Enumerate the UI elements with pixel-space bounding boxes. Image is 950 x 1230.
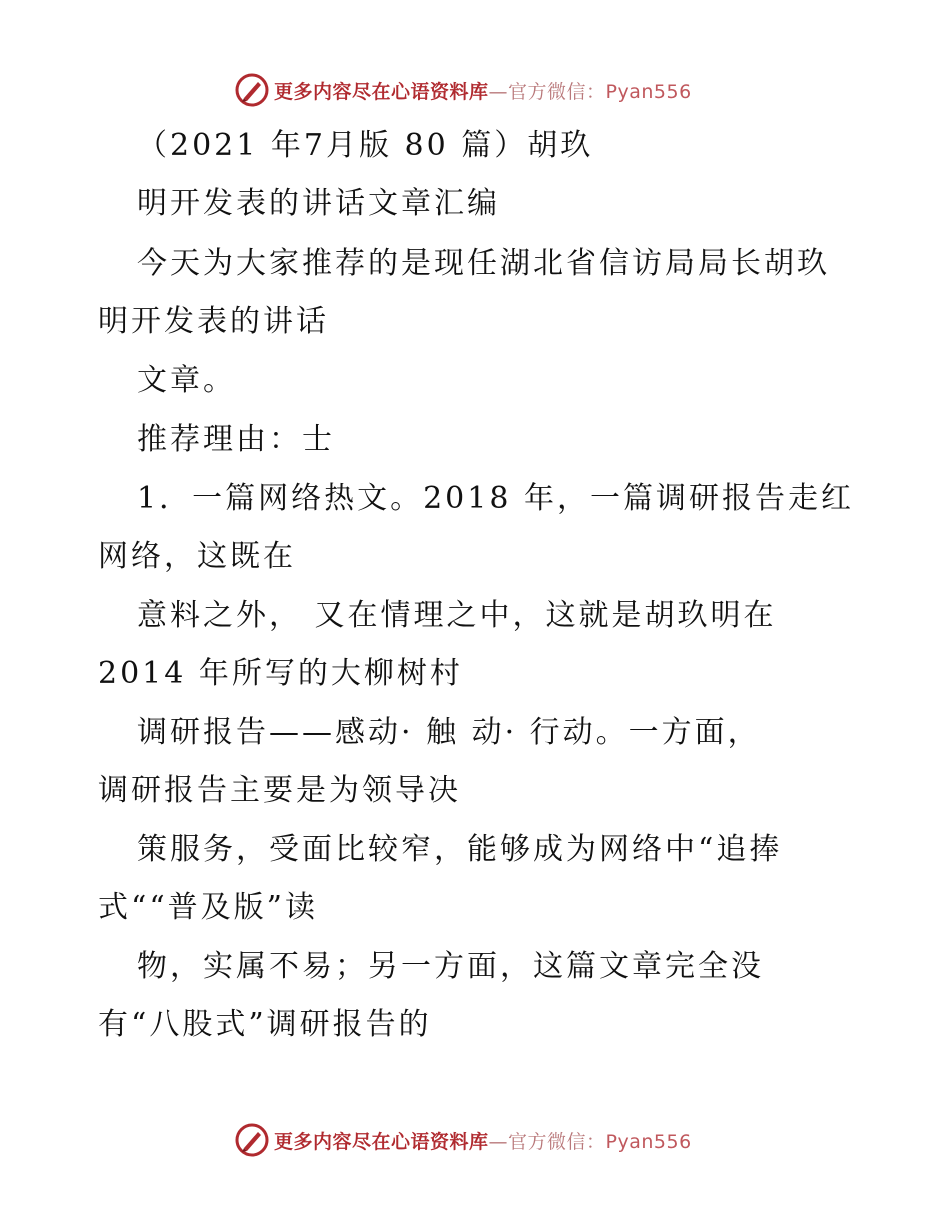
banner-brand-text: 更多内容尽在心语资料库 xyxy=(274,80,489,103)
banner-dash: — xyxy=(488,1130,509,1153)
paragraph-line: 今天为大家推荐的是现任湖北省信访局局长胡玖 xyxy=(137,246,830,281)
paragraph-line: 调研报告主要是为领导决 xyxy=(98,773,461,808)
paragraph-line: 2014 年所写的大柳树村 xyxy=(98,656,463,691)
pen-logo-icon xyxy=(234,72,270,108)
paragraph-line: 策服务，受面比较窄，能够成为网络中“追捧 xyxy=(137,832,783,867)
banner-dash: — xyxy=(488,80,509,103)
paragraph-line: 推荐理由：士 xyxy=(137,422,335,457)
paragraph-line: 文章。 xyxy=(137,363,236,398)
banner-wechat-label: 官方微信： xyxy=(508,1130,606,1153)
banner-wechat-id: Pyan556 xyxy=(605,1130,692,1153)
header-banner xyxy=(234,70,692,110)
paragraph-line: 网络，这既在 xyxy=(98,539,296,574)
banner-wechat-label: 官方微信： xyxy=(508,80,606,103)
paragraph-line: （2021 年7月版 80 篇）胡玖 xyxy=(137,128,594,163)
banner-brand-text: 更多内容尽在心语资料库 xyxy=(274,1130,489,1153)
pen-logo-icon xyxy=(234,1122,270,1158)
paragraph-line: 1．一篇网络热文。2018 年，一篇调研报告走红 xyxy=(137,481,854,516)
paragraph-line: 式““普及版”读 xyxy=(98,890,319,925)
banner-wechat-id: Pyan556 xyxy=(605,80,692,103)
footer-banner xyxy=(234,1120,692,1160)
paragraph-line: 有“八股式”调研报告的 xyxy=(98,1007,432,1042)
paragraph-line: 明开发表的讲话文章汇编 xyxy=(137,186,500,221)
paragraph-line: 明开发表的讲话 xyxy=(98,304,329,339)
paragraph-line: 意料之外， 又在情理之中，这就是胡玖明在 xyxy=(137,598,777,633)
paragraph-line: 物，实属不易；另一方面，这篇文章完全没 xyxy=(137,949,764,984)
paragraph-line: 调研报告——感动· 触 动· 行动。一方面， xyxy=(137,715,761,750)
